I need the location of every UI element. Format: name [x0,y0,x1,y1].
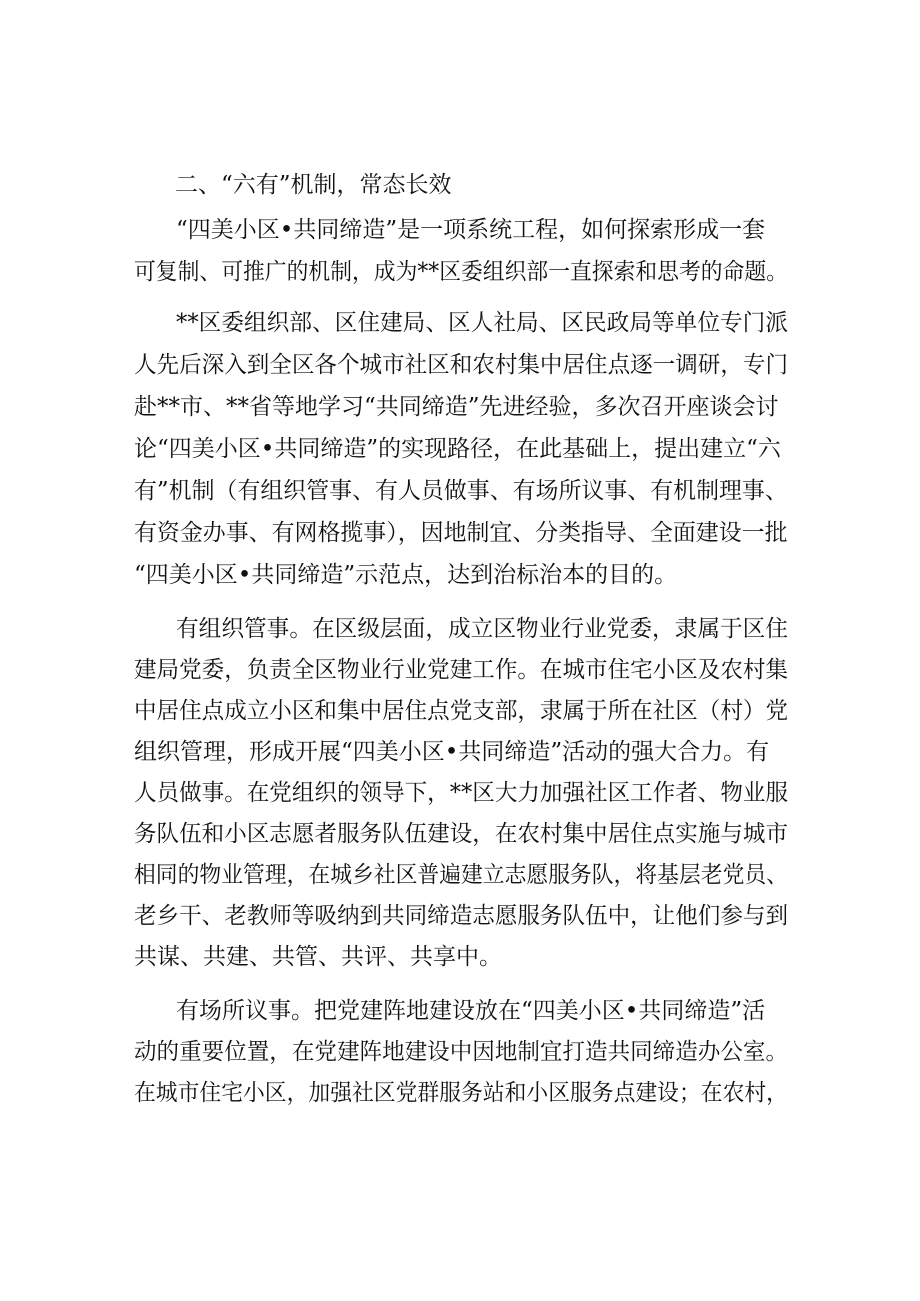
paragraph-line: 有场所议事。把党建阵地建设放在“四美小区•共同缔造”活 [176,998,766,1024]
paragraph-line: 人先后深入到全区各个城市社区和农村集中居住点逐一调研，专门 [134,352,788,378]
paragraph-line: 组织管理，形成开展“四美小区•共同缔造”活动的强大合力。有 [134,739,770,765]
paragraph-line: 有资金办事、有网格揽事），因地制宜、分类指导、全面建设一批 [134,520,788,546]
paragraph-line: 建局党委，负责全区物业行业党建工作。在城市住宅小区及农村集 [134,657,788,683]
paragraph-line: 有”机制（有组织管事、有人员做事、有场所议事、有机制理事、 [134,478,788,504]
paragraph-line: 有组织管事。在区级层面，成立区物业行业党委，隶属于区住 [176,616,788,642]
paragraph-line: 论“四美小区•共同缔造”的实现路径，在此基础上，提出建立“六 [134,436,781,462]
paragraph-line: **区委组织部、区住建局、区人社局、区民政局等单位专门派 [176,310,788,336]
paragraph-line: “四美小区•共同缔造”示范点，达到治标治本的目的。 [134,562,678,588]
paragraph-line: 相同的物业管理，在城乡社区普遍建立志愿服务队，将基层老党员、 [134,862,788,888]
paragraph-line: 人员做事。在党组织的领导下，**区大力加强社区工作者、物业服 [134,780,788,806]
paragraph-line: 共谋、共建、共管、共评、共享中。 [134,944,502,970]
paragraph-line: 老乡干、老教师等吸纳到共同缔造志愿服务队伍中，让他们参与到 [134,903,788,929]
paragraph-line: 可复制、可推广的机制，成为**区委组织部一直探索和思考的命题。 [134,259,788,285]
paragraph-line: 动的重要位置，在党建阵地建设中因地制宜打造共同缔造办公室。 [134,1039,788,1065]
paragraph-line: 中居住点成立小区和集中居住点党支部，隶属于所在社区（村）党 [134,698,788,724]
paragraph-line: 赴**市、**省等地学习“共同缔造”先进经验，多次召开座谈会讨 [134,394,779,420]
paragraph-line: 在城市住宅小区，加强社区党群服务站和小区服务点建设；在农村， [134,1080,788,1106]
paragraph-line: 务队伍和小区志愿者服务队伍建设，在农村集中居住点实施与城市 [134,821,788,847]
paragraph-line: “四美小区•共同缔造”是一项系统工程，如何探索形成一套 [176,217,766,243]
section-heading: 二、“六有”机制，常态长效 [175,172,452,198]
